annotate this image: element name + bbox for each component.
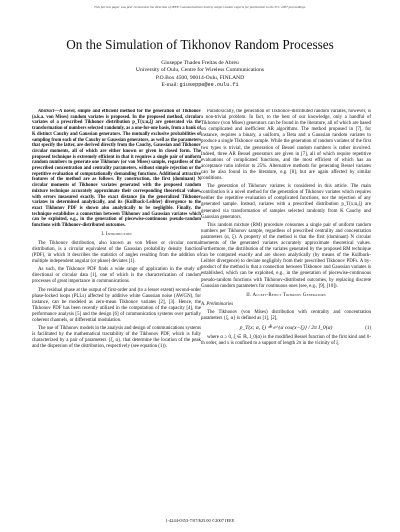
abstract	[32, 109, 201, 229]
author-email[interactable]: giuseppe@ee.oulu.fi	[179, 82, 239, 89]
section-heading-accept-reject: II. Accept-Reject Tikhonov Generators	[246, 292, 326, 298]
equation-1	[201, 324, 371, 333]
right-column	[201, 109, 371, 513]
abstract-text: —A novel, simple and efficient method for the generation of Tikhonov (a.k.a. von Mises) random variates is proposed. In the proposed method, circular variates of a prescribed Tikhonov distribution p_T(x;α,ξ) are generated via the transformation of numbers selected randomly, as a one-for-one basis, from a bank of K distinct Cauchy and Gaussian generators. The mutually exclusive probabilities of sampling from each of the Cauchy or Gaussian generators, as well as the parameters that specify the latter, are derived directly from the Cauchy, Gaussian and Tikhonov circular moments, all of which are either known or given in closed form. The proposed technique is extremely efficient in that it requires a single pair of uniform random numbers to generate one Tikhonov (or von Mises) sample, regardless of the prescribed concentration and centrality parameters, without simple rejection or the repetitive evaluation of computationally demanding functions. Additional attractive features of the method are as follows. By construction, the first (dominant) N circular moments of Tikhonov variates generated with the proposed random mixture technique accurately approximate their corresponding theoretical values, with errors measured exactly. The exact distance (in the generalized Tikhonov variates in determined analytically, and its (Kullback-Leibler) divergence to the exact Tikhonov PDF is shown also analytically to be negligible. Finally, the technique establishes a connection between Tikhonov and Gaussian variates which can be exploited, e.g., in the generation of piecewise-continuous pseudo-random functions with Tikhonov-distributed outcomes.	[32, 109, 201, 229]
author-email-line	[0, 82, 400, 89]
section-heading-introduction: I. Introduction	[101, 231, 132, 237]
intro-paragraph: The Tikhonov distribution, also known as von Mises or circular normal distribution, is a circular equivalent of the Gaussian probability density function (PDF), in which it describes the statistics of angles resulting from the addition of multiple independent angular (or phase) deviates [1].	[32, 240, 201, 265]
author-name: Giuseppe Thadeu Freitas de Abreu	[161, 60, 239, 66]
intro-paragraph: As such, the Tikhonov PDF finds a wide range of application in the study of directional or circular data [1], one of which is the characterization of random processes of great importance in communications.	[32, 267, 201, 285]
equation-1-number: (1)	[365, 326, 371, 332]
author-affiliation: University of Oulu, Centre for Wireless Communications	[135, 67, 265, 74]
author-block	[0, 60, 400, 90]
abstract-label: Abstract	[38, 109, 55, 114]
body-paragraph: This random mixture (RM) procedure consumes a single pair of uniform random numbers per Tikhonov sample, regardless of prescribed centrality and concentration parameters (α, ξ). A property of the method is that the first (dominant) N circular moments of the generated variates accurately approximate theoretical values. Furthermore, the distribution of the variates generated by the proposed RM technique can be computed exactly and are shown analytically (by means of the Kullback-Leibler divergence) to deviate negligibly from their prescribed Tikhonov PDFs. A by-product of the method is that a connection between Tikhonov and Gaussian variates is established, which can be exploited, e.g., in the generation of piecewise-continuous pseudo-random functions with Tikhonov-distributed outcomes, by replacing discrete Gaussian random parameters for continuous ones (see, e.g., [9], [10]).	[201, 222, 371, 289]
peer-review-note: This full text paper was peer reviewed at the direction of IEEE Communications Society subject matter experts for publication in the ICC 2007 proceedings.	[94, 5, 306, 9]
preliminaries-paragraph: The Tikhonov (von Mises) distribution with centrality and concentration parameters {ξ, α} is defined as [1], [2],	[201, 309, 371, 321]
subsection-heading-preliminaries: A. Preliminaries	[201, 301, 234, 307]
body-paragraph: The generation of Tikhonov variates is considered in this article. The main contribution is a novel method for the generation of Tikhonov variates which requires neither the repetitive evaluation of complicated functions, nor the rejection of any generated sample. Instead, variates with a prescribed distribution p_T(x;α,ξ) are generated via transformation of samples selected randomly from K Cauchy and Gaussian generators.	[201, 184, 371, 220]
body-paragraph: Paradoxically, the generation of Tikhonov-distributed random variates, however, is a non-trivial problem. In fact, to the best of our knowledge, only a handful of Tikhonov (von Mises) generators can be found in the literature, all of which are based on complicated and inefficient AR algorithms. The method proposed in [7], for instance, requires a binary, a uniform, a Beta and a Gaussian random variates to produce a single Tikhonov sample. While the generation of random variates of the first two types is trivial, the generation of Bessel random numbers is rather involved. Indeed, three AR Bessel generators are given in [7], all of which require repetitive evaluations of complicated functions, and the most efficient of which has an acceptance ratio inferior to 25%. Alternative methods for generating Bessel variates can be also found in the literature, e.g. [8], but are again affected by similar conditions.	[201, 109, 371, 182]
email-label: E-mail:	[161, 82, 179, 89]
author-address: P.O.Box 4500, 90014-Oulu, FINLAND	[155, 74, 245, 81]
left-column	[32, 109, 201, 513]
equation-1-body: p_T(x; α, ξ) ≜ e^{α cos(x−ξ)} / 2π I_0(α)	[239, 325, 333, 332]
copyright-footer: 1-4244-0353-7/07/$25.00 ©2007 IEEE	[165, 518, 235, 523]
after-equation-paragraph: where α ≥ 0, ξ ∈ ℝ, I_0(α) is the modified Bessel function of the first kind and 0-th order, and x is confined to a support of length 2π in the vicinity of ξ.	[201, 335, 371, 347]
paper-title: On the Simulation of Tikhonov Random Processes	[66, 37, 334, 52]
intro-paragraph: The use of Tikhonov models in the analysis and design of communications systems is facilitated by the mathematical tractability of the Tikhonov PDF, which is fully characterized by a pair of parameters {ξ, α}, that determine the location of the peak and the dispersion of the distribution, respectively (see equation (1)).	[32, 326, 201, 350]
intro-paragraph: The residual phase at the output of first-order and (to a lesser extent) second-order phase-locked loops (PLLs) affected by additive white Gaussian noise (AWGN), for instance, can be modeled as zero-mean Tikhonov variates [2], [3]. Hence, the Tikhonov PDF has been recently utilized in the computation of the capacity [4], the performance analysis [5] and the design [6] of communication systems over partially coherent channels, or differential modulation.	[32, 287, 201, 323]
